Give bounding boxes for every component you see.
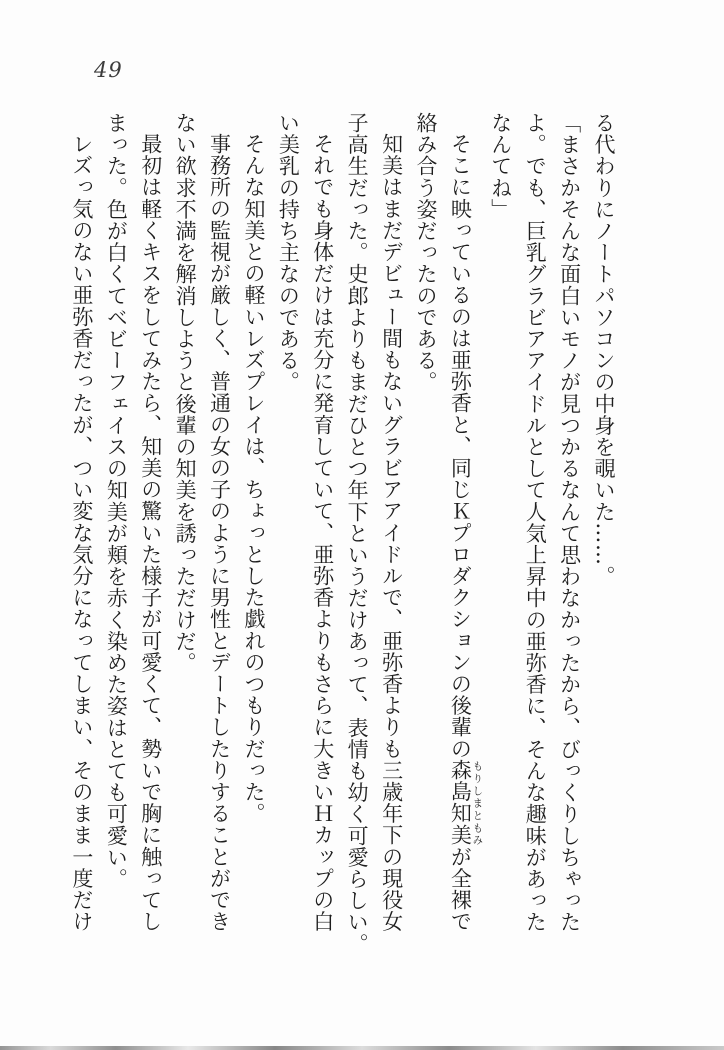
text-run: が全裸で [448,845,473,933]
text-run: そこに映っているのは亜弥香と、同じＫプロダクションの後輩の [448,133,473,760]
text-line: 最初は軽くキスをしてみたら、知美の驚いた様子が可愛くて、勢いで胸に触ってし [138,133,163,933]
text-line: い美乳の持ち主なのである。 [276,112,301,393]
text-line: レズっ気のない亜弥香だったが、つい変な気分になってしまい、そのまま一度だけ [69,133,94,933]
text-line: よ。でも、巨乳グラビアアイドルとして人気上昇中の亜弥香に、そんな趣味があった [523,112,548,933]
text-line: 知美はまだデビュー間もないグラビアアイドルで、亜弥香よりも三歳年下の現役女 [379,133,404,933]
text-line: そんな知美との軽いレズプレイは、ちょっとした戯れのつもりだった。 [241,133,266,825]
text-line: まった。色が白くてベビーフェイスの知美が頬を赤く染めた姿はとても可愛い。 [104,112,129,890]
text-line: ない欲求不満を解消しようと後輩の知美を誘っただけだ。 [173,112,198,674]
vertical-text-block [65,112,622,955]
text-line: る代わりにノートパソコンの中身を覗いた……。 [592,112,616,588]
page-number: 49 [94,58,123,82]
ruby-base: 森島知美 [448,759,473,846]
ruby-furigana [448,759,484,846]
text-line: 子高生だった。史郎よりもまだひとつ年下というだけあって、表情も幼く可愛らしい。 [345,112,370,955]
text-line: 絡み合う姿だったのである。 [413,112,438,393]
text-line: それでも身体だけは充分に発育していて、亜弥香よりもさらに大きいＨカップの白 [310,133,335,933]
text-line: なんてね」 [488,112,513,220]
ruby-text: もりしまともみ [471,759,484,846]
text-line [443,112,483,938]
text-line: 事務所の監視が厳しく、普通の女の子のように男性とデートしたりすることができ [207,133,232,933]
scan-edge-artifact [0,1046,724,1050]
text-line: 「まさかそんな面白いモノが見つかるなんて思わなかったから、びっくりしちゃった [557,112,582,933]
